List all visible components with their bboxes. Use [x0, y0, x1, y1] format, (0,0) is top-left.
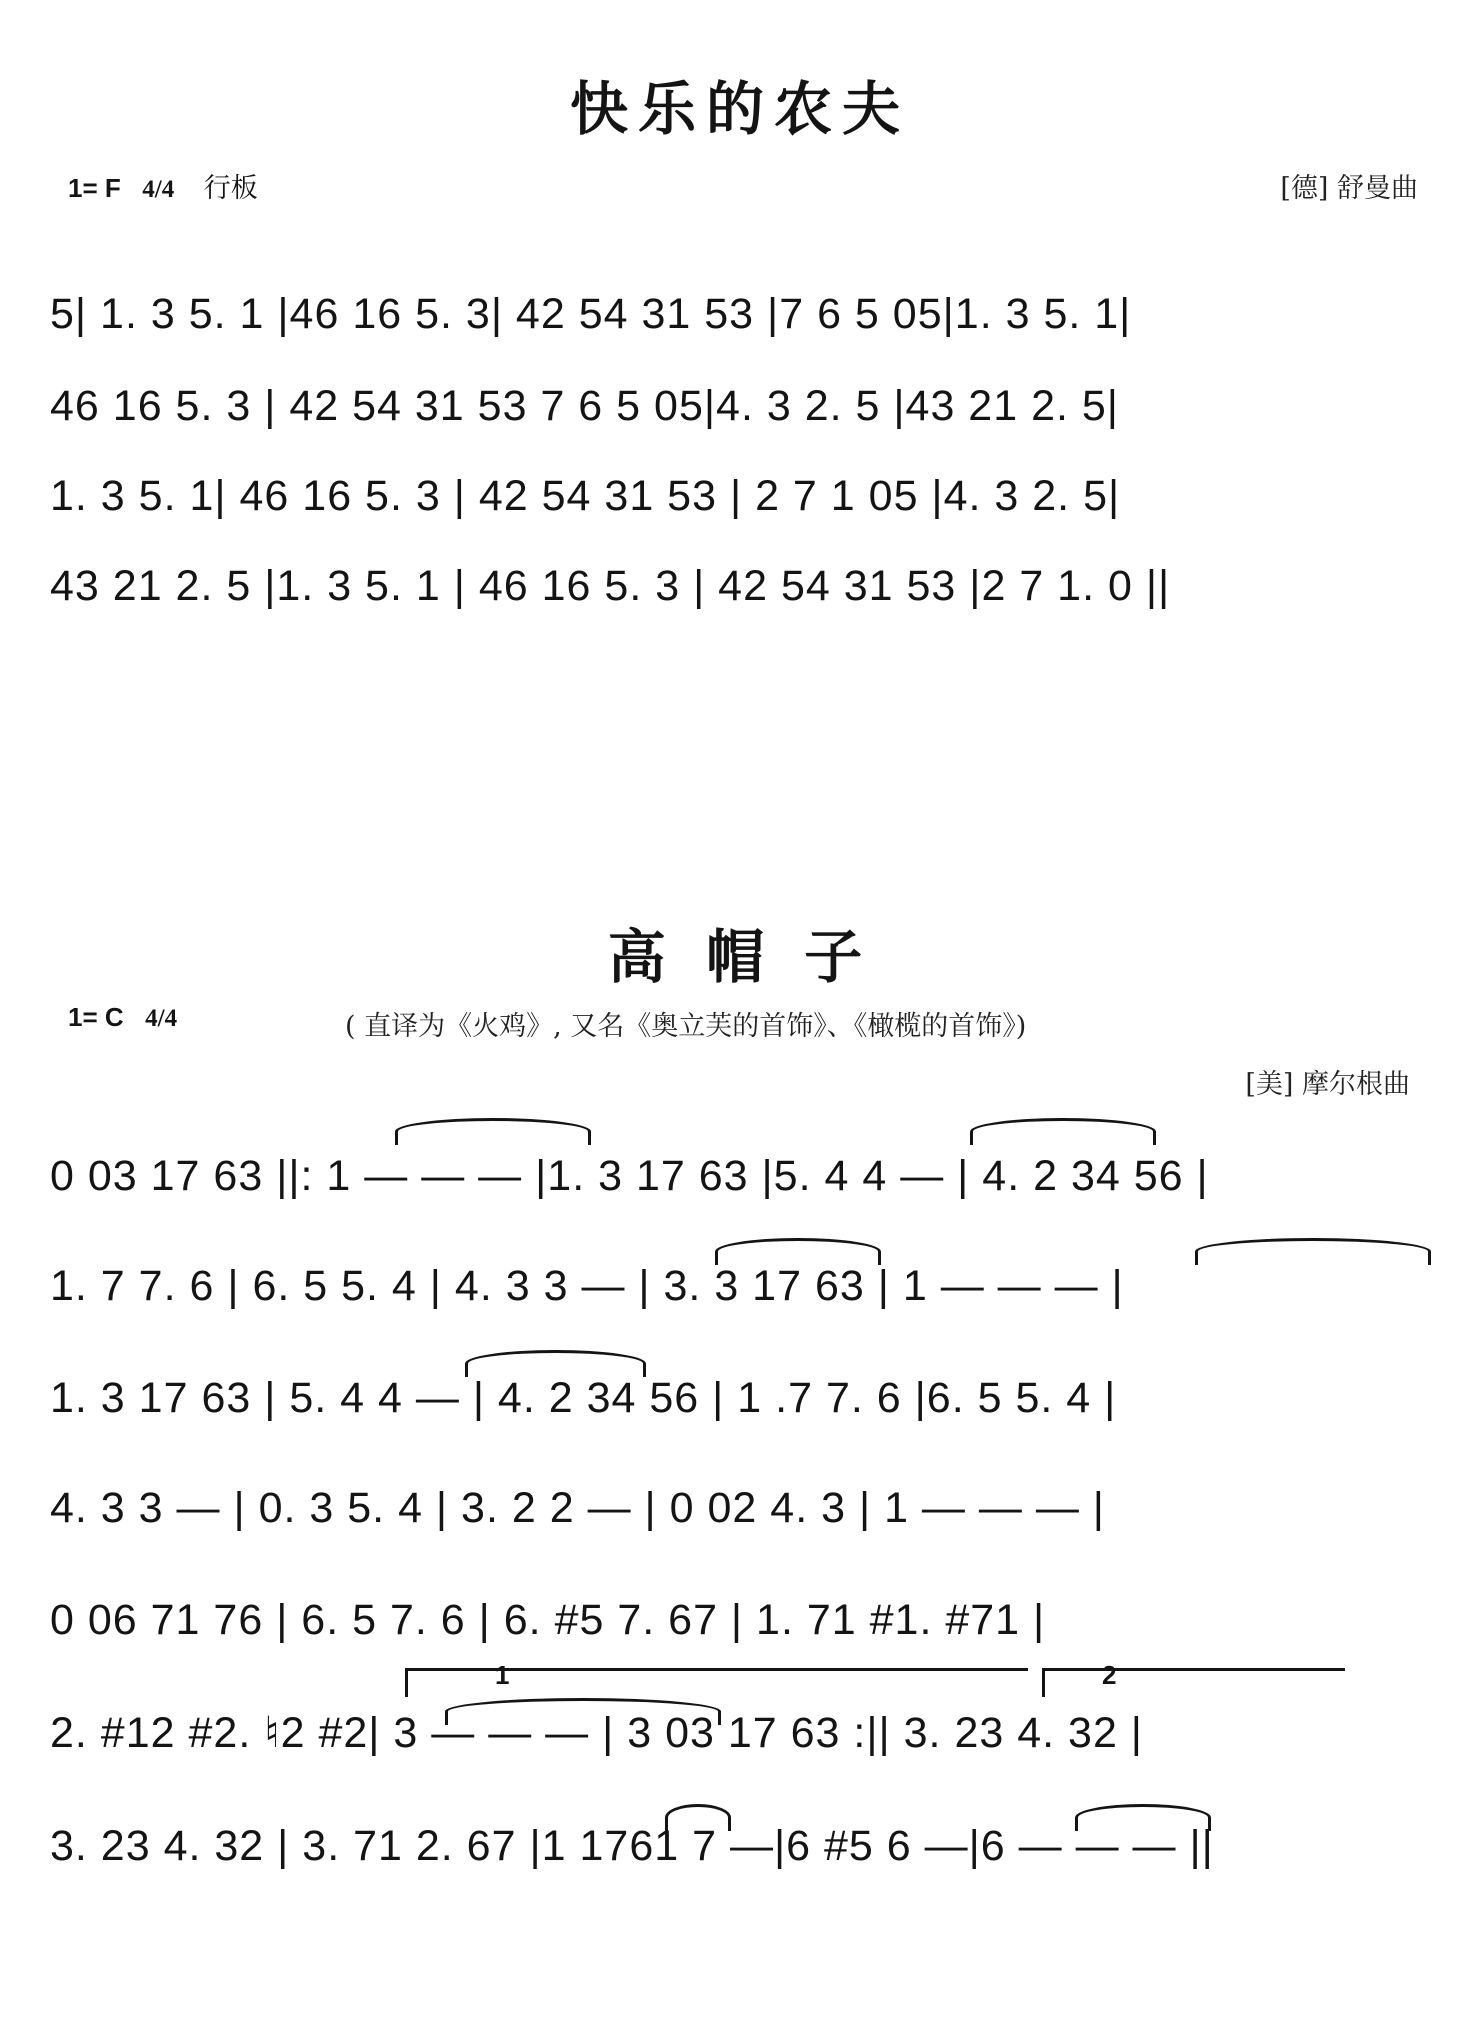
song2-key-signature [68, 1000, 177, 1034]
song1-line-1: 5| 1. 3 5. 1 |46 16 5. 3| 42 54 31 53 |7 6 5 05|1. 3 5. 1| [50, 290, 1132, 338]
song2-line-2: 1. 7 7. 6 | 6. 5 5. 4 | 4. 3 3 — | 3. 3 17 63 | 1 — — — | [50, 1262, 1124, 1310]
song1-line-2: 46 16 5. 3 | 42 54 31 53 7 6 5 05|4. 3 2. 5 |43 21 2. 5| [50, 382, 1119, 430]
song2-line-6: 2. #12 #2. ♮2 #2| 3 — — — | 3 03 17 63 :|| 3. 23 4. 32 | [50, 1709, 1143, 1757]
song2-line-3: 1. 3 17 63 | 5. 4 4 — | 4. 2 34 56 | 1 .7 7. 6 |6. 5 5. 4 | [50, 1374, 1117, 1422]
song2-line-1: 0 03 17 63 ||: 1 — — — |1. 3 17 63 |5. 4 4 — | 4. 2 34 56 | [50, 1152, 1209, 1200]
tie-mark [1075, 1804, 1211, 1831]
song2-line-7: 3. 23 4. 32 | 3. 71 2. 67 |1 1761 7 —|6 #5 6 —|6 — — — || [50, 1822, 1214, 1870]
song1-line-4: 43 21 2. 5 |1. 3 5. 1 | 46 16 5. 3 | 42 54 31 53 |2 7 1. 0 || [50, 562, 1171, 610]
tie-mark [970, 1118, 1156, 1145]
song1-meter: 4/4 [142, 176, 175, 203]
song2-key: 1= C [68, 1002, 124, 1032]
song2-line-4: 4. 3 3 — | 0. 3 5. 4 | 3. 2 2 — | 0 02 4. 3 | 1 — — — | [50, 1484, 1105, 1532]
song2-line-5: 0 06 71 76 | 6. 5 7. 6 | 6. #5 7. 67 | 1. 71 #1. #71 | [50, 1596, 1046, 1644]
volta-bracket-2 [1042, 1668, 1345, 1697]
song2-meter: 4/4 [145, 1005, 178, 1032]
song2-note: ( 直译为《火鸡》, 又名《奥立芙的首饰》、《橄榄的首饰》) [345, 1011, 1027, 1042]
tie-mark [395, 1118, 591, 1145]
song1-tempo: 行板 [203, 173, 258, 204]
song1-key: 1= F [68, 173, 121, 203]
song1-title: 快乐的农夫 [569, 75, 910, 143]
song1-line-3: 1. 3 5. 1| 46 16 5. 3 | 42 54 31 53 | 2 7 1 05 |4. 3 2. 5| [50, 472, 1121, 520]
song1-composer: [德] 舒曼曲 [1280, 173, 1418, 204]
song2-composer: [美] 摩尔根曲 [1245, 1069, 1410, 1100]
tie-mark [665, 1804, 731, 1831]
tie-mark [445, 1698, 721, 1725]
volta-1-label: 1 [495, 1660, 510, 1690]
volta-2-label: 2 [1102, 1660, 1117, 1690]
tie-mark [465, 1350, 646, 1377]
song1-key-signature [68, 166, 258, 205]
tie-mark [715, 1238, 881, 1265]
tie-mark [1195, 1238, 1431, 1265]
song2-title: 高 帽 子 [607, 923, 873, 991]
